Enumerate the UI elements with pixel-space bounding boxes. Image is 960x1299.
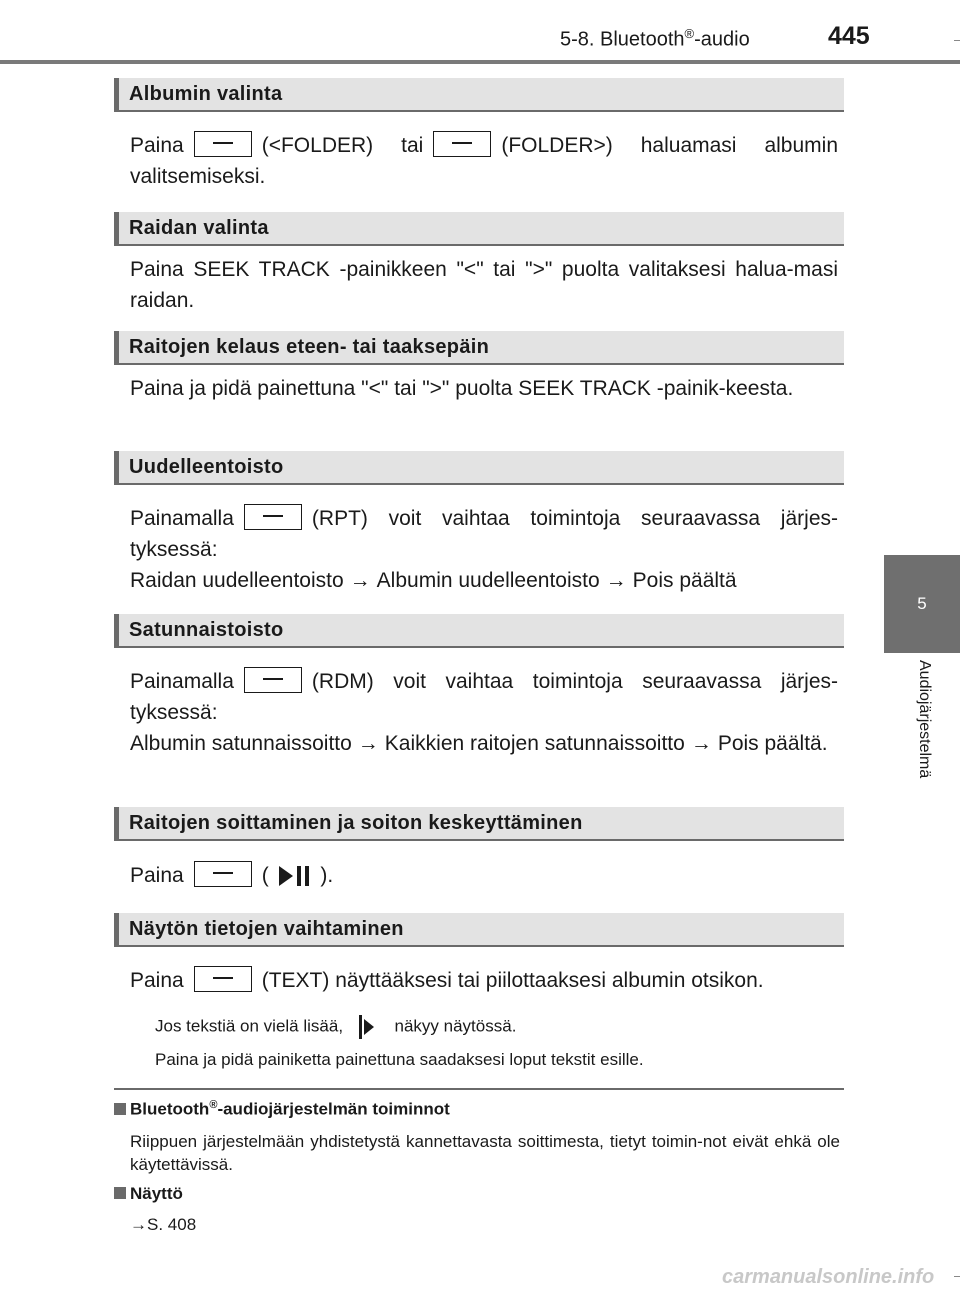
more-text-icon: [356, 1013, 382, 1041]
note-heading: Bluetooth®-audiojärjestelmän toiminnot: [114, 1099, 450, 1120]
note-heading: Näyttö: [114, 1184, 183, 1204]
section-heading: Satunnaistoisto: [114, 614, 844, 648]
note-text: Jos tekstiä on vielä lisää, näkyy näytössä.: [155, 1013, 835, 1041]
section-heading: Raitojen kelaus eteen- tai taaksepäin: [114, 331, 844, 365]
page-reference[interactable]: →S. 408: [130, 1215, 197, 1234]
crop-mark: [954, 1276, 960, 1277]
page-number: 445: [828, 22, 870, 50]
square-bullet-icon: [114, 1187, 126, 1199]
note-body: Riippuen järjestelmään yhdistetystä kannettavasta soittimesta, tietyt toimin-not eivät ehkä ole käytettävissä.: [130, 1132, 840, 1174]
note-text: Paina ja pidä painiketta painettuna saadaksesi loput tekstit esille.: [155, 1050, 644, 1069]
section-text: Paina (<FOLDER) tai (FOLDER>) haluamasi albumin valitsemiseksi.: [130, 130, 838, 192]
section-text: Paina ( ).: [130, 860, 838, 891]
section-text: Paina ja pidä painettuna "<" tai ">" puolta SEEK TRACK -painik-keesta.: [130, 377, 794, 400]
chapter-tab: 5: [884, 555, 960, 653]
crop-mark: [954, 40, 960, 41]
section-heading: Uudelleentoisto: [114, 451, 844, 485]
button-icon: [194, 131, 252, 157]
section-heading: Raidan valinta: [114, 212, 844, 246]
play-pause-icon: [275, 864, 315, 888]
section-text: Painamalla (RPT) voit vaihtaa toimintoja seuraavassa järjes-tyksessä: Raidan uudelleentoisto → Albumin uudelleentoisto → Pois päältä: [130, 503, 838, 596]
square-bullet-icon: [114, 1103, 126, 1115]
header-rule: [0, 60, 960, 64]
section-text: Painamalla (RDM) voit vaihtaa toimintoja seuraavassa järjes-tyksessä: Albumin satunnaissoitto → Kaikkien raitojen satunnaissoitto → Pois päältä.: [130, 666, 838, 759]
watermark: carmanualsonline.info: [722, 1266, 935, 1288]
section-heading: Raitojen soittaminen ja soiton keskeyttäminen: [114, 807, 844, 841]
button-icon: [433, 131, 491, 157]
section-title: 5-8. Bluetooth®-audio: [560, 26, 750, 51]
arrow-icon: →: [357, 732, 379, 755]
section-text: Paina (TEXT) näyttääksesi tai piilottaaksesi albumin otsikon.: [130, 965, 838, 996]
chapter-label: Audiojärjestelmä: [916, 660, 933, 779]
arrow-icon: →: [349, 569, 371, 592]
button-icon: [244, 667, 302, 693]
arrow-icon: →: [690, 732, 712, 755]
divider: [114, 1088, 844, 1090]
section-heading: Albumin valinta: [114, 78, 844, 112]
section-heading: Näytön tietojen vaihtaminen: [114, 913, 844, 947]
arrow-icon: →: [130, 1215, 147, 1234]
arrow-icon: →: [605, 569, 627, 592]
section-text: Paina SEEK TRACK -painikkeen "<" tai ">" puolta valitaksesi halua-masi raidan.: [130, 258, 838, 312]
button-icon: [194, 861, 252, 887]
button-icon: [244, 504, 302, 530]
button-icon: [194, 966, 252, 992]
